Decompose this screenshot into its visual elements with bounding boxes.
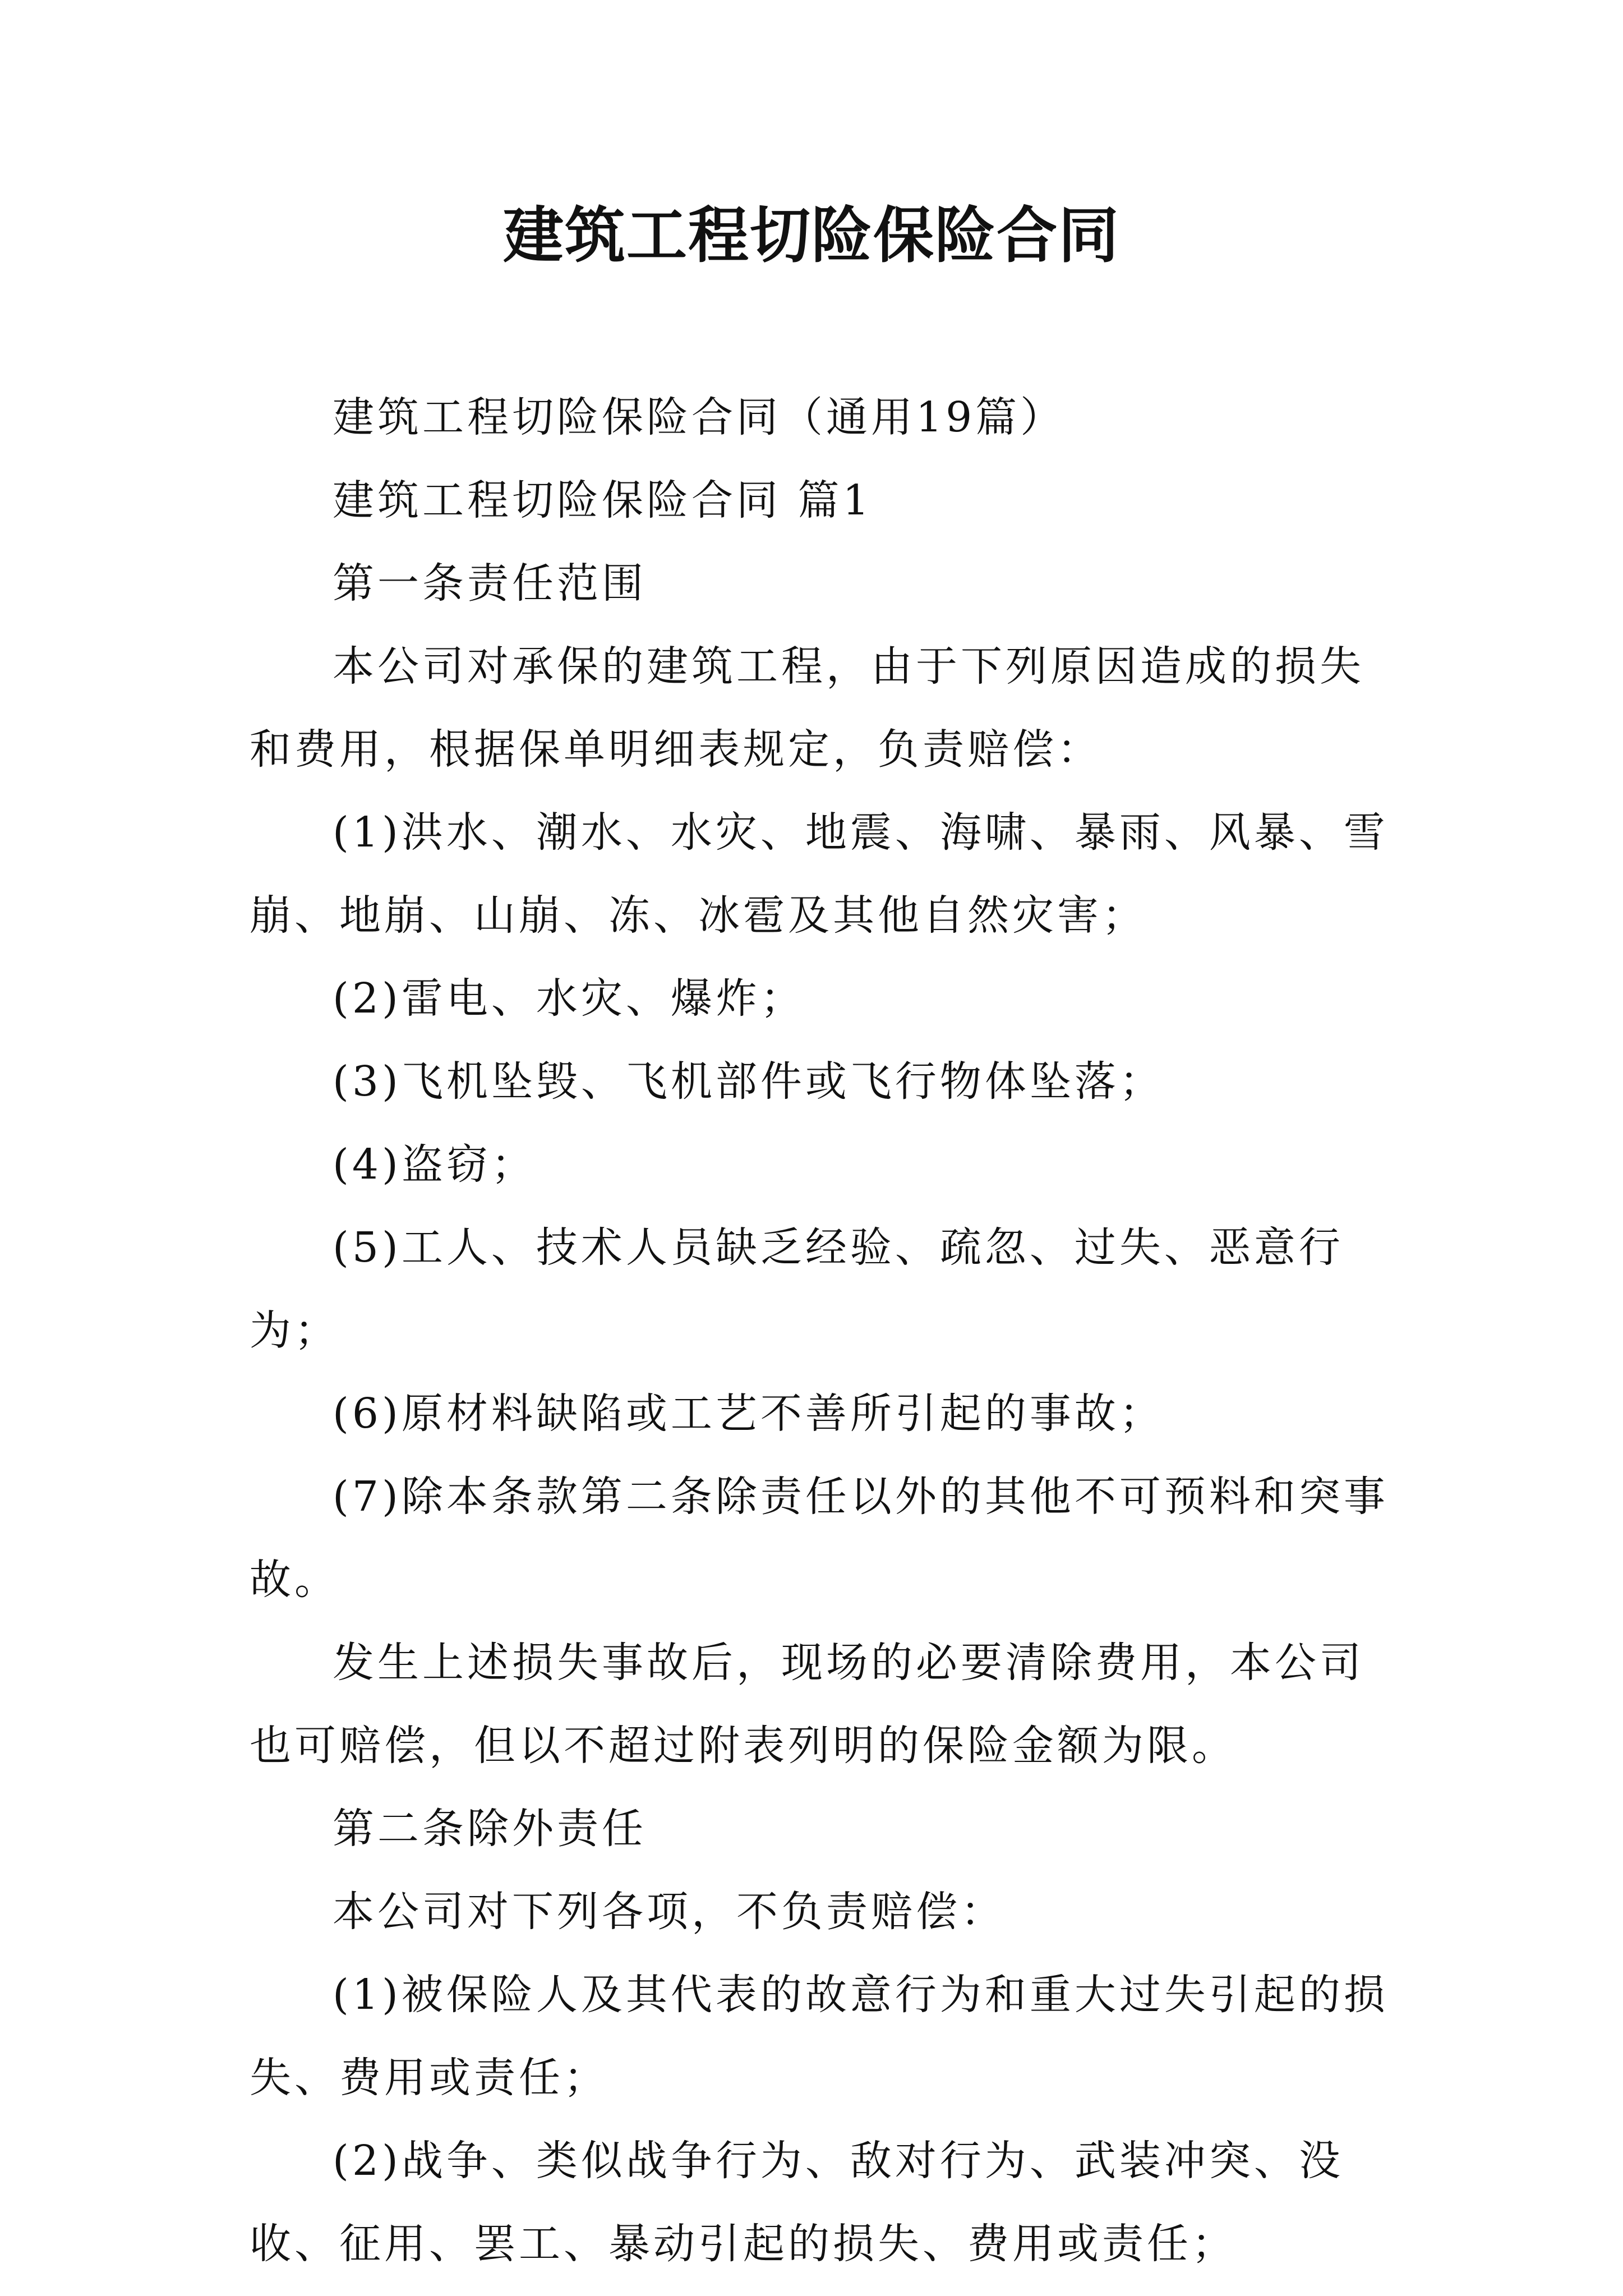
- paragraph: (2)战争、类似战争行为、敌对行为、武装冲突、没收、征用、罢工、暴动引起的损失、费用或责任；: [250, 2137, 1344, 2268]
- paragraph: (1)被保险人及其代表的故意行为和重大过失引起的损失、费用或责任；: [250, 1971, 1389, 2102]
- paragraph: 本公司对承保的建筑工程，由于下列原因造成的损失和费用，根据保单明细表规定，负责赔偿：: [250, 642, 1364, 774]
- paragraph: (4)盗窃；: [333, 1140, 536, 1189]
- paragraph: 第一条责任范围: [333, 559, 647, 608]
- document-title: 建筑工程切险保险合同: [502, 200, 1120, 271]
- paragraph: (5)工人、技术人员缺乏经验、疏忽、过失、恶意行为；: [250, 1223, 1344, 1355]
- paragraph: 第二条除外责任: [333, 1805, 647, 1853]
- paragraph: (2)雷电、水灾、爆炸；: [333, 974, 805, 1023]
- paragraph: (7)除本条款第二条除责任以外的其他不可预料和突事故。: [250, 1473, 1389, 1604]
- document-body: [250, 376, 1399, 2285]
- paragraph: 建筑工程切险保险合同（通用19篇）: [333, 393, 1066, 441]
- paragraph: (1)洪水、潮水、水灾、地震、海啸、暴雨、风暴、雪崩、地崩、山崩、冻、冰雹及其他自然灾害；: [250, 808, 1389, 940]
- paragraph: (6)原材料缺陷或工艺不善所引起的事故；: [333, 1389, 1164, 1438]
- paragraph: 发生上述损失事故后，现场的必要清除费用，本公司也可赔偿，但以不超过附表列明的保险金额为限。: [250, 1639, 1364, 1770]
- paragraph: 建筑工程切险保险合同 篇1: [333, 476, 873, 524]
- paragraph: (3)飞机坠毁、飞机部件或飞行物体坠落；: [333, 1057, 1164, 1106]
- paragraph: 本公司对下列各项，不负责赔偿：: [333, 1888, 1006, 1936]
